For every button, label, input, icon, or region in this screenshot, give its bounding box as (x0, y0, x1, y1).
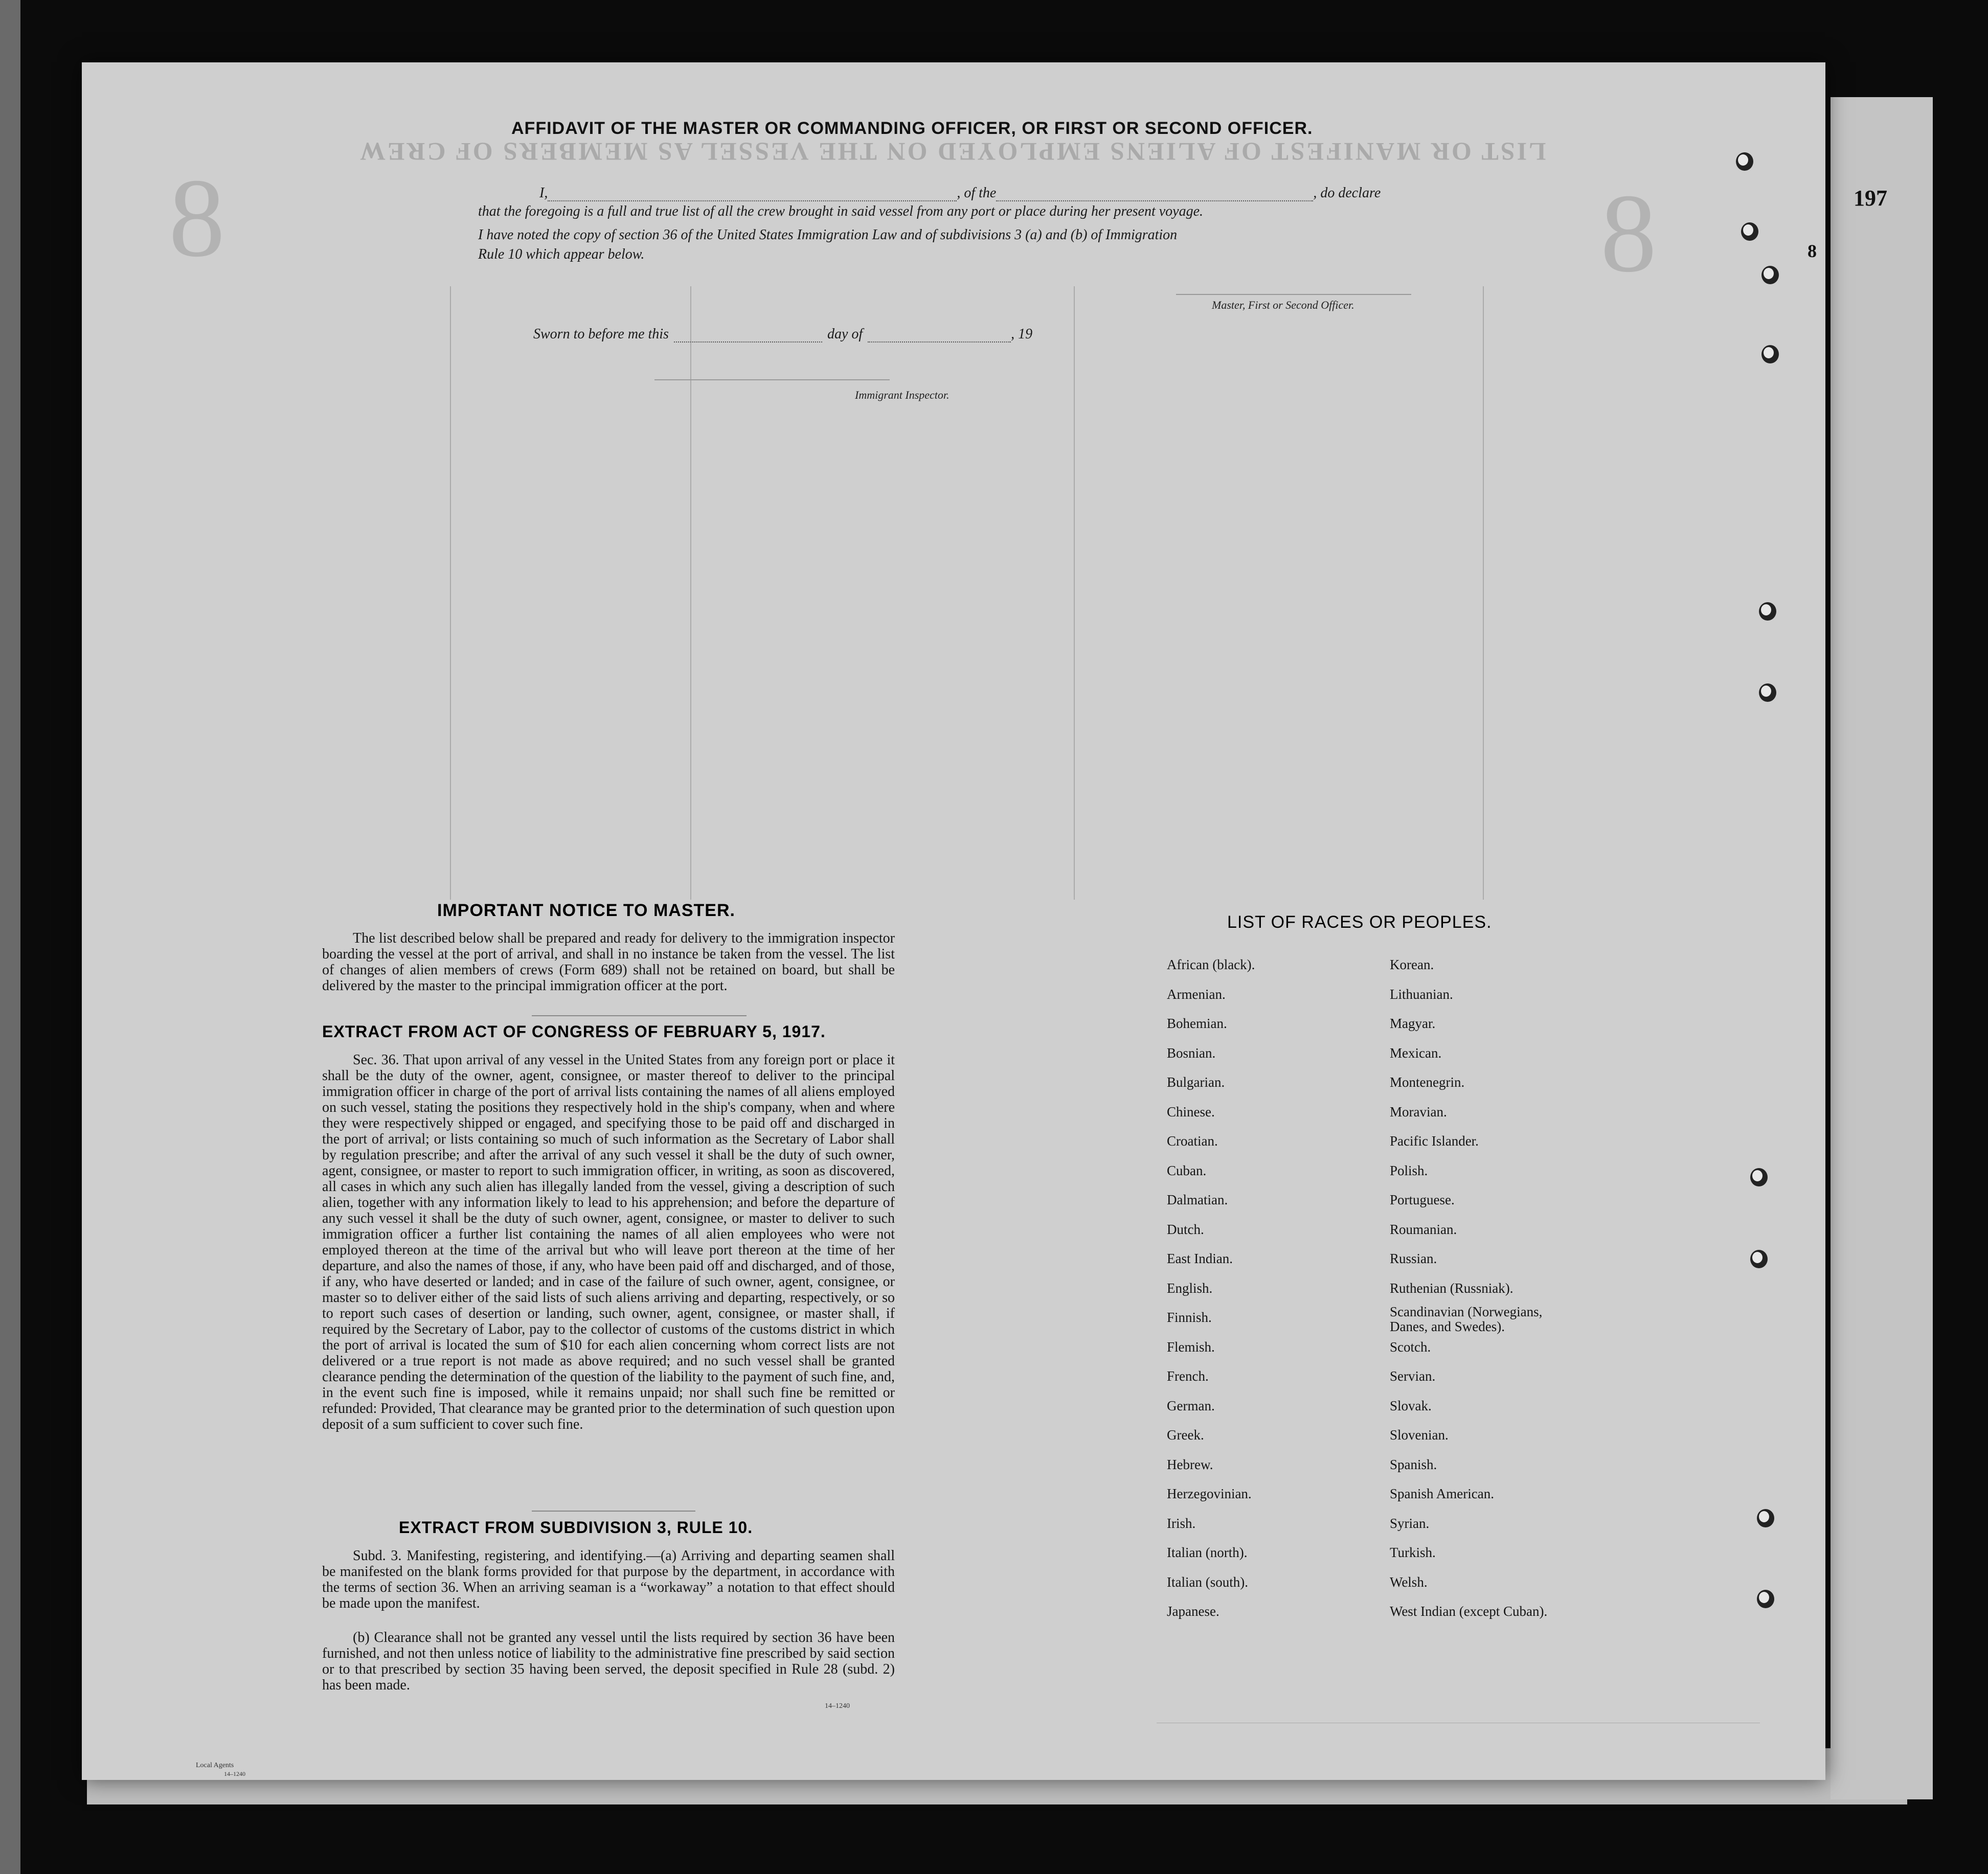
race-item: Hebrew. (1167, 1456, 1213, 1472)
month-blank (868, 341, 1011, 342)
affidavit-line-1 (539, 185, 1381, 201)
affidavit-title: AFFIDAVIT OF THE MASTER OR COMMANDING OFFICER, OR FIRST OR SECOND OFFICER. (511, 119, 1313, 138)
underlying-page (1831, 97, 1933, 1799)
race-item: Italian (north). (1167, 1545, 1248, 1560)
affidavit-i: I, (539, 185, 548, 201)
affidavit-of-the: , of the (957, 185, 997, 201)
show-through-rule (1074, 286, 1075, 900)
binding-hole (1750, 1168, 1768, 1186)
name-blank (548, 200, 957, 201)
race-item: Welsh. (1390, 1574, 1428, 1590)
race-item: Dutch. (1167, 1221, 1204, 1237)
race-item: Italian (south). (1167, 1574, 1248, 1590)
extract-act-title: EXTRACT FROM ACT OF CONGRESS OF FEBRUARY 5, 1917. (322, 1022, 826, 1041)
page-number: 197 (1854, 186, 1887, 211)
race-item: Finnish. (1167, 1310, 1212, 1325)
race-item: French. (1167, 1368, 1209, 1384)
race-item: Lithuanian. (1390, 986, 1453, 1002)
race-item: English. (1167, 1280, 1213, 1296)
divider (532, 1511, 695, 1512)
race-item: Bohemian. (1167, 1016, 1227, 1031)
binding-hole (1761, 266, 1779, 284)
footer-code: 14–1240 (224, 1770, 245, 1777)
race-item: Moravian. (1390, 1104, 1447, 1119)
extract-rule-text-a: Subd. 3. Manifesting, registering, and identifying.—(a) Arriving and departing seamen shall be manifested on the blank forms provided for that purpose by the department, in accordance with the terms of section 36. When an arriving seaman is a “workaway” a notation to that effect should be made upon the manifest. (322, 1548, 895, 1611)
mirrored-header-show-through: LIST OR MANIFEST OF ALIENS EMPLOYED ON THE VESSEL AS MEMBERS OF CREW (358, 138, 1546, 166)
race-item: Scandinavian (Norwegians, Danes, and Swedes). (1390, 1304, 1543, 1334)
race-item: Irish. (1167, 1515, 1196, 1531)
race-item: Mexican. (1390, 1045, 1442, 1061)
binding-hole (1736, 152, 1753, 171)
race-item: Pacific Islander. (1390, 1133, 1479, 1149)
show-through-mark: 8 (169, 155, 225, 280)
inspector-signature-line (654, 379, 890, 380)
binding-hole (1759, 602, 1776, 621)
affidavit-line-2: that the foregoing is a full and true list of all the crew brought in said vessel from any port or place during her present voyage. (478, 203, 1204, 219)
race-item: Roumanian. (1390, 1221, 1457, 1237)
race-item: Russian. (1390, 1251, 1437, 1266)
master-signature-line (1176, 294, 1411, 295)
race-item: Turkish. (1390, 1545, 1436, 1560)
race-item: Dalmatian. (1167, 1192, 1228, 1207)
sworn-line (533, 326, 1032, 342)
binding-hole (1757, 1509, 1774, 1527)
race-item: Japanese. (1167, 1604, 1219, 1619)
manifest-page (82, 62, 1825, 1780)
race-item: Servian. (1390, 1368, 1436, 1384)
binding-hole (1757, 1590, 1774, 1608)
race-item: East Indian. (1167, 1251, 1233, 1266)
page-side-mark: 8 (1808, 241, 1817, 261)
day-blank (674, 341, 822, 342)
sworn-day-of: day of (827, 326, 863, 342)
race-item: Magyar. (1390, 1016, 1436, 1031)
notice-title: IMPORTANT NOTICE TO MASTER. (437, 901, 735, 920)
extract-act-text: Sec. 36. That upon arrival of any vessel in the United States from any foreign port or place it shall be the duty of the owner, agent, consignee, or master thereof to deliver to the principal immigration officer in charge of the port of arrival lists containing the names of all aliens employed on such vessel, stating the positions they respectively hold in the ship's company, when and where they were respectively shipped or engaged, and specifying those to be paid off and discharged in the port of arrival; or lists containing so much of such information as the Secretary of Labor shall by regulation prescribe; and after the arrival of any such vessel it shall be the duty of such owner, agent, consignee, or master to report to such immigration officer, in writing, as soon as discovered, all cases in which any such alien has illegally landed from the vessel, giving a description of such alien, together with any information likely to lead to his apprehension; and before the departure of any such vessel it shall be the duty of such owner, agent, consignee, or master to deliver to such immigration officer a further list containing the names of all alien employees who were not employed thereon at the time of the arrival but who will leave port thereon at the time of her departure, and also the names of those, if any, who have been paid off and discharged, and of those, if any, who have deserted or landed; and in case of the failure of such owner, agent, consignee, or master so to deliver either of the said lists of such aliens arriving and departing, respectively, or so to report such cases of desertion or landing, such owner, agent, consignee, or master shall, if required by the Secretary of Labor, pay to the collector of customs of the customs district in which the port of arrival is located the sum of $10 for each alien concerning whom correct lists are not delivered or a true report is not made as above required; and no such vessel shall be granted clearance pending the determination of the question of the liability to the payment of such fine, and, in the event such fine is imposed, while it remains unpaid; nor shall such fine be remitted or refunded: Provided, That clearance may be granted prior to the determination of such question upon deposit of a sum sufficient to cover such fine. (322, 1052, 895, 1432)
race-item: German. (1167, 1398, 1215, 1413)
show-through-rule (1483, 286, 1484, 900)
race-item: Chinese. (1167, 1104, 1215, 1119)
extract-rule-title: EXTRACT FROM SUBDIVISION 3, RULE 10. (399, 1518, 753, 1537)
local-agents-label: Local Agents (196, 1762, 234, 1769)
sworn-text: Sworn to before me this (533, 326, 669, 342)
binding-hole (1750, 1250, 1768, 1268)
notice-text: The list described below shall be prepared and ready for delivery to the immigration inspector boarding the vessel at the port of arrival, and shall in no instance be taken from the vessel. The list of changes of alien members of crews (Form 689) shall not be retained on board, but shall be delivered by the master to the principal immigration officer at the port. (322, 930, 895, 994)
binding-hole (1761, 345, 1779, 363)
race-item: African (black). (1167, 957, 1255, 972)
race-item: Croatian. (1167, 1133, 1218, 1149)
race-item: Ruthenian (Russniak). (1390, 1280, 1513, 1296)
affidavit-line-3: I have noted the copy of section 36 of the United States Immigration Law and of subdivisions 3 (a) and (b) of Immigration (478, 227, 1178, 243)
race-item: Bulgarian. (1167, 1075, 1225, 1090)
show-through-rule (690, 286, 691, 900)
race-item: Portuguese. (1390, 1192, 1455, 1207)
show-through-rule (450, 286, 451, 900)
left-edge-strip (0, 0, 20, 1874)
form-code: 14–1240 (825, 1702, 850, 1710)
race-item: Korean. (1390, 957, 1434, 972)
race-item: Herzegovinian. (1167, 1486, 1252, 1501)
race-item: Spanish. (1390, 1456, 1437, 1472)
binding-hole (1759, 683, 1776, 702)
race-item: Slovak. (1390, 1398, 1432, 1413)
affidavit-line-4: Rule 10 which appear below. (478, 246, 645, 262)
master-caption: Master, First or Second Officer. (1212, 299, 1354, 311)
inspector-caption: Immigrant Inspector. (855, 388, 950, 401)
vessel-blank (996, 200, 1313, 201)
race-item: Slovenian. (1390, 1427, 1449, 1443)
race-item: Polish. (1390, 1162, 1428, 1178)
show-through-mark: 8 (1600, 171, 1657, 295)
race-item: Greek. (1167, 1427, 1204, 1443)
affidavit-do-declare: , do declare (1313, 185, 1381, 201)
race-item: Flemish. (1167, 1339, 1215, 1355)
extract-rule-text-b: (b) Clearance shall not be granted any vessel until the lists required by section 36 have been furnished, and not then unless notice of liability to the administrative fine prescribed by said section or to that prescribed by section 35 having been served, the deposit specified in Rule 28 (subd. 2) has been made. (322, 1630, 895, 1693)
sworn-year: , 19 (1011, 326, 1033, 342)
race-item: Armenian. (1167, 986, 1226, 1002)
binding-hole (1741, 222, 1758, 241)
races-title: LIST OF RACES OR PEOPLES. (1227, 912, 1492, 932)
race-item: Bosnian. (1167, 1045, 1216, 1061)
race-item: Montenegrin. (1390, 1075, 1465, 1090)
race-item: Syrian. (1390, 1515, 1430, 1531)
race-item: Cuban. (1167, 1162, 1207, 1178)
divider (532, 1015, 747, 1016)
race-item: Scotch. (1390, 1339, 1431, 1355)
race-item: West Indian (except Cuban). (1390, 1604, 1548, 1619)
race-item: Spanish American. (1390, 1486, 1494, 1501)
